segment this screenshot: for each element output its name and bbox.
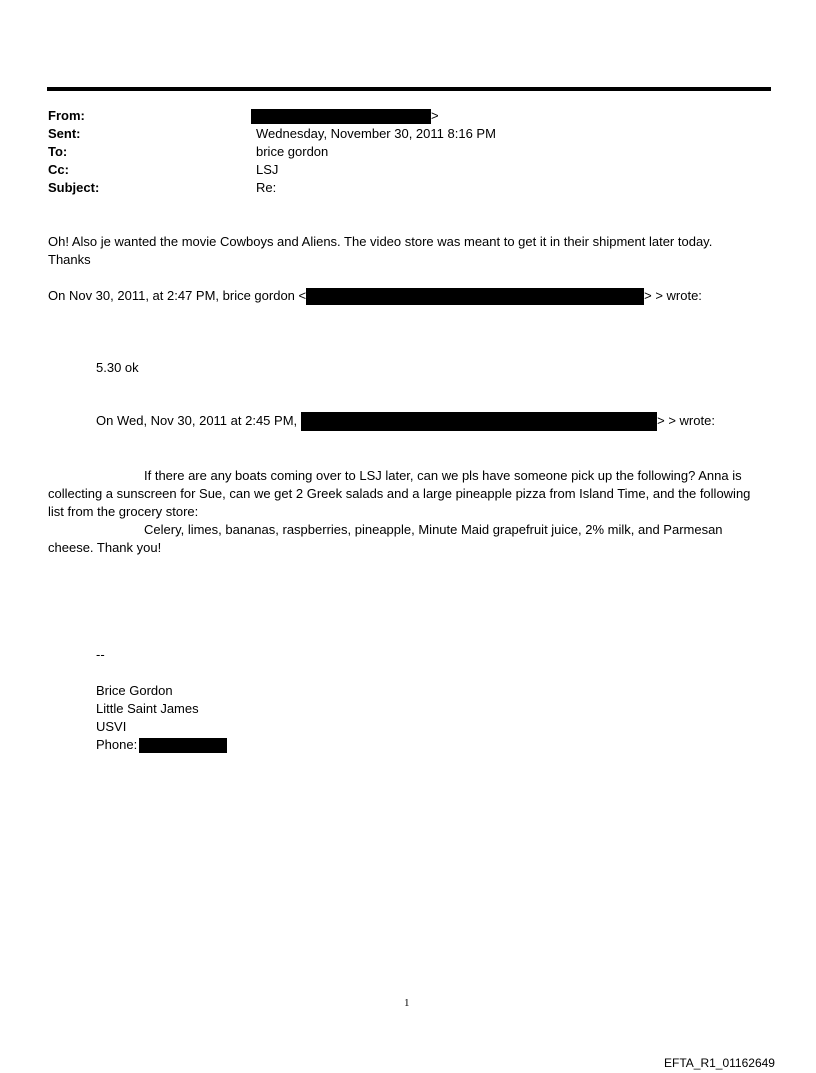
quote-header-1 [48,287,702,305]
quote-header-1-suffix: > > wrote: [644,288,702,303]
quote-header-2-suffix: > > wrote: [657,413,715,428]
quote-header-2 [96,412,715,431]
cc-label: Cc: [48,162,69,177]
phone-label: Phone: [96,737,138,752]
signature-separator: -- [96,647,105,662]
document-id: EFTA_R1_01162649 [664,1056,775,1070]
sent-label: Sent: [48,126,81,141]
redaction-email-1 [306,288,644,305]
to-value: brice gordon [256,144,329,159]
subject-value: Re: [256,180,277,195]
cc-value: LSJ [256,162,279,177]
list-line: cheese. Thank you! [48,540,162,555]
signature-region: USVI [96,719,127,734]
from-value [256,107,439,125]
list-line: Celery, limes, bananas, raspberries, pineapple, Minute Maid grapefruit juice, 2% milk, and Parmesan [144,522,723,537]
request-line: list from the grocery store: [48,504,199,519]
subject-label: Subject: [48,180,100,195]
redaction-from [251,109,431,124]
page-number: 1 [404,997,410,1009]
sent-value: Wednesday, November 30, 2011 8:16 PM [256,126,496,141]
signature-place: Little Saint James [96,701,199,716]
to-label: To: [48,144,68,159]
from-value-suffix: > [431,108,439,123]
request-line: If there are any boats coming over to LSJ later, can we pls have someone pick up the following? Anna is [144,468,742,483]
redaction-phone [139,738,227,753]
quote-header-2-prefix: On Wed, Nov 30, 2011 at 2:45 PM, [96,413,298,428]
signature-name: Brice Gordon [96,683,173,698]
redaction-email-2 [301,412,657,431]
reply-text: 5.30 ok [96,360,139,375]
quote-header-1-prefix: On Nov 30, 2011, at 2:47 PM, brice gordon < [48,288,307,303]
body-line: Thanks [48,252,91,267]
from-label: From: [48,108,85,123]
header-rule [47,87,771,91]
signature-phone [96,736,227,754]
request-line: collecting a sunscreen for Sue, can we get 2 Greek salads and a large pineapple pizza from Island Time, and the following [48,486,751,501]
body-line: Oh! Also je wanted the movie Cowboys and Aliens. The video store was meant to get it in their shipment later today. [48,234,713,249]
